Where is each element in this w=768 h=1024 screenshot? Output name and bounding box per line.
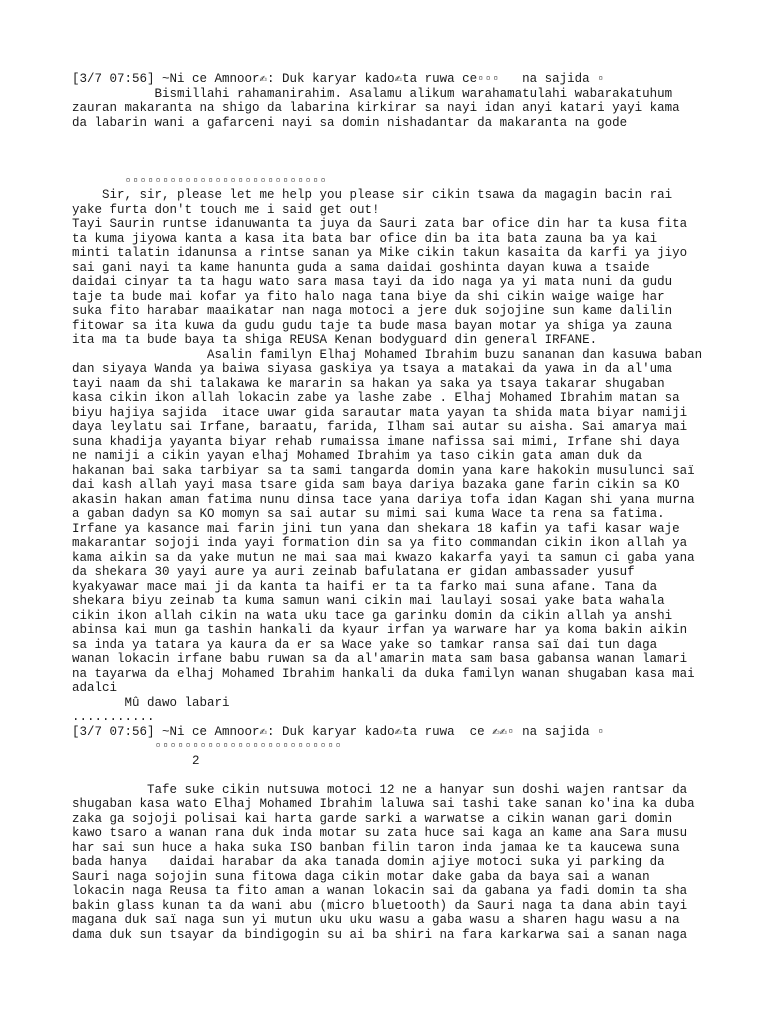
text-line: Tafe suke cikin nutsuwa motoci 12 ne a hanyar sun doshi wajen rantsar da (72, 782, 688, 797)
text-line: makarantar sojoji inda yayi formation din sa ya fito commandan cikin ikon allah ya (72, 536, 688, 550)
text-line: Sir, sir, please let me help you please sir cikin tsawa da magagin bacin rai (72, 188, 673, 202)
text-line: Asalin familyn Elhaj Mohamed Ibrahim buzu sananan dan kasuwa baban (72, 347, 703, 362)
text-line: suna khadija yayanta biyar rehab rumaissa imane nafissa sai mimi, Irfane shi daya (72, 434, 680, 449)
text-line: sai gani nayi ta kame hanunta guda a sama daidai goshinta dayan kuwa a tsaide (72, 260, 650, 275)
text-line: hakanan bai saka tarbiyar sa ta sami tangarda domin yana kare hakokin musulunci saï (72, 463, 695, 478)
text-line: Bismillahi rahamanirahim. Asalamu alikum warahamatulahi wabarakatuhum (72, 86, 673, 101)
text-line: kasa cikin ikon allah lokacin zabe ya lashe zabe . Elhaj Mohamed Ibrahim matan sa (72, 391, 680, 405)
text-line: biyu hajiya sajida itace uwar gida sarautar mata yayan ta shida mata biyar namiji (72, 405, 688, 420)
text-line: sa inda ya tatara ya kaura da er sa Wace yake so tamkar ransa saï dai tun daga (72, 637, 658, 652)
text-line: [3/7 07:56] ~Ni ce Amnoor✍: Duk karyar kado✍ta ruwa ce ✍✍▫ na sajida ▫ (72, 724, 605, 739)
text-line: akasin hakan aman fatima nunu dinsa tace yana dariya tofa idan Kagan shi yana murna (72, 492, 695, 507)
text-line: har sai sun huce a haka suka ISO banban filin taron inda jamaa ke ta kaucewa suna (72, 840, 680, 855)
text-line: shekara biyu zeinab ta kuma samun wani cikin mai laulayi sosai yake bata wahala (72, 594, 665, 608)
text-line: wanan lokacin irfane babu ruwan sa da al'amarin mata sam basa gabansa wanan lamari (72, 652, 688, 666)
text-line: Sauri naga sojojin suna fitowa daga cikin motar dake gaba da baya sai a wanan (72, 869, 650, 884)
text-line: magana duk saï naga sun yi mutun uku uku wasu a gaba wasu a sharen hagu wasu a na (72, 913, 680, 927)
text-line: dan siyaya Wanda ya baiwa siyasa gaskiya ya tsaya a matakai da yawa in da al'uma (72, 362, 673, 376)
text-line: ta kuma jiyowa kanta a kasa ita bata bar ofice din ba ita bata zauna ba ya kai (72, 231, 658, 246)
text-line: dai kash allah yayi masa tsare gida sam baya dariya bazaka gane farin cikin sa KO (72, 478, 680, 492)
text-line: bakin glass kunan ta da wani abu (micro bluetooth) da Sauri naga ta dana abin tayi (72, 898, 688, 913)
text-line: lokacin naga Reusa ta fito aman a wanan lokacin sai da gabana ya fadi domin ta sha (72, 884, 688, 898)
text-line: kama aikin sa da yake mutun ne mai saa mai kwazo kakarfa yayi ta samun ci gaba yana (72, 550, 695, 565)
text-line: daidai cinyar ta ta hagu wato sara masa tayi da ido naga ya yi mata nuni da gudu (72, 275, 673, 289)
text-line: ▫▫▫▫▫▫▫▫▫▫▫▫▫▫▫▫▫▫▫▫▫▫▫▫▫▫▫ (72, 173, 328, 188)
text-line: a gaban dadyn sa KO momyn sa sai autar su mimi sai kuma Wace ta rena sa fatima. (72, 507, 665, 521)
story-text (72, 72, 722, 942)
text-line: kyakyawar mace mai ji da kanta ta haifi er ta ta farko mai suna afane. Tana da (72, 579, 658, 594)
text-line: daya leylatu sai Irfane, baraatu, farida, Ilham sai autar su aisha. Sai amarya mai (72, 420, 688, 434)
text-line: cikin ikon allah cikin na wata uku tace ga garinku domin da cikin allah ya anshi (72, 608, 673, 623)
text-line: abinsa kai mun ga tashin hankali da kyaur irfan ya warware har ya koma bakin aikin (72, 623, 688, 637)
text-line: ne namiji a cikin yayan elhaj Mohamed Ibrahim ya taso cikin gata aman duk da (72, 449, 643, 463)
text-line: Mû dawo labari (72, 695, 230, 710)
text-line: tayi naam da shi talakawa ke mararin sa hakan ya saka ya tsaya takarar shugaban (72, 376, 665, 391)
text-line: da shekara 30 yayi aure ya auri zeinab bafulatana er gidan ambassader yusuf (72, 565, 635, 579)
text-line: adalci (72, 681, 118, 695)
text-line: bada hanya daidai harabar da aka tanada domin ajiye motoci suka yi parking da (72, 855, 665, 869)
text-line: kawo tsaro a wanan rana duk inda motar su zata huce sai kaga an kame ana Sara musu (72, 826, 688, 840)
text-line: ita ma ta bude baya ta shiga REUSA Kenan bodyguard din general IRFANE. (72, 333, 598, 347)
text-line: 2 (72, 753, 200, 768)
text-line: dama duk sun tsayar da bindigogin su ai ba shiri na fara karkarwa sai a sanan naga (72, 927, 688, 942)
text-line: shugaban kasa wato Elhaj Mohamed Ibrahim laluwa sai tashi take sanan ko'ina ka duba (72, 797, 695, 811)
text-line: yake furta don't touch me i said get out! (72, 202, 380, 217)
text-line: [3/7 07:56] ~Ni ce Amnoor✍: Duk karyar kado✍ta ruwa ce▫▫▫ na sajida ▫ (72, 72, 605, 86)
text-line: ▫▫▫▫▫▫▫▫▫▫▫▫▫▫▫▫▫▫▫▫▫▫▫▫▫ (72, 739, 343, 753)
text-line: Irfane ya kasance mai farin jini tun yana dan shekara 18 kafin ya tafi kasar waje (72, 521, 680, 536)
text-line: suka fito harabar maaikatar nan naga motoci a jere duk sojojine sun kame dalilin (72, 304, 673, 318)
text-line: taje ta bude mai kofar ya fito halo naga tana biye da shi cikin waige waige har (72, 289, 665, 304)
text-line: zaka ga sojoji polisai kai harta garde sarki a warwatse a cikin wanan gari domin (72, 811, 673, 826)
text-line: fitowar sa ita kuwa da gudu gudu taje ta bude masa bayan motar ya shiga ya zauna (72, 318, 673, 333)
text-line: minti talatin idanunsa a rintse sanan ya Mike cikin takun kasaita da karfi ya jiyo (72, 246, 688, 260)
text-line: ........... (72, 710, 155, 724)
text-line: na tayarwa da elhaj Mohamed Ibrahim hankali da duka familyn wanan shugaban kasa mai (72, 666, 695, 681)
text-line: da labarin wani a gafarceni nayi sa domin nishadantar da makaranta na gode (72, 115, 628, 130)
text-line: zauran makaranta na shigo da labarina kirkirar sa nayi idan anyi katari yayi kama (72, 101, 680, 115)
text-line: Tayi Saurin runtse idanuwanta ta juya da Sauri zata bar ofice din har ta kusa fita (72, 217, 688, 231)
